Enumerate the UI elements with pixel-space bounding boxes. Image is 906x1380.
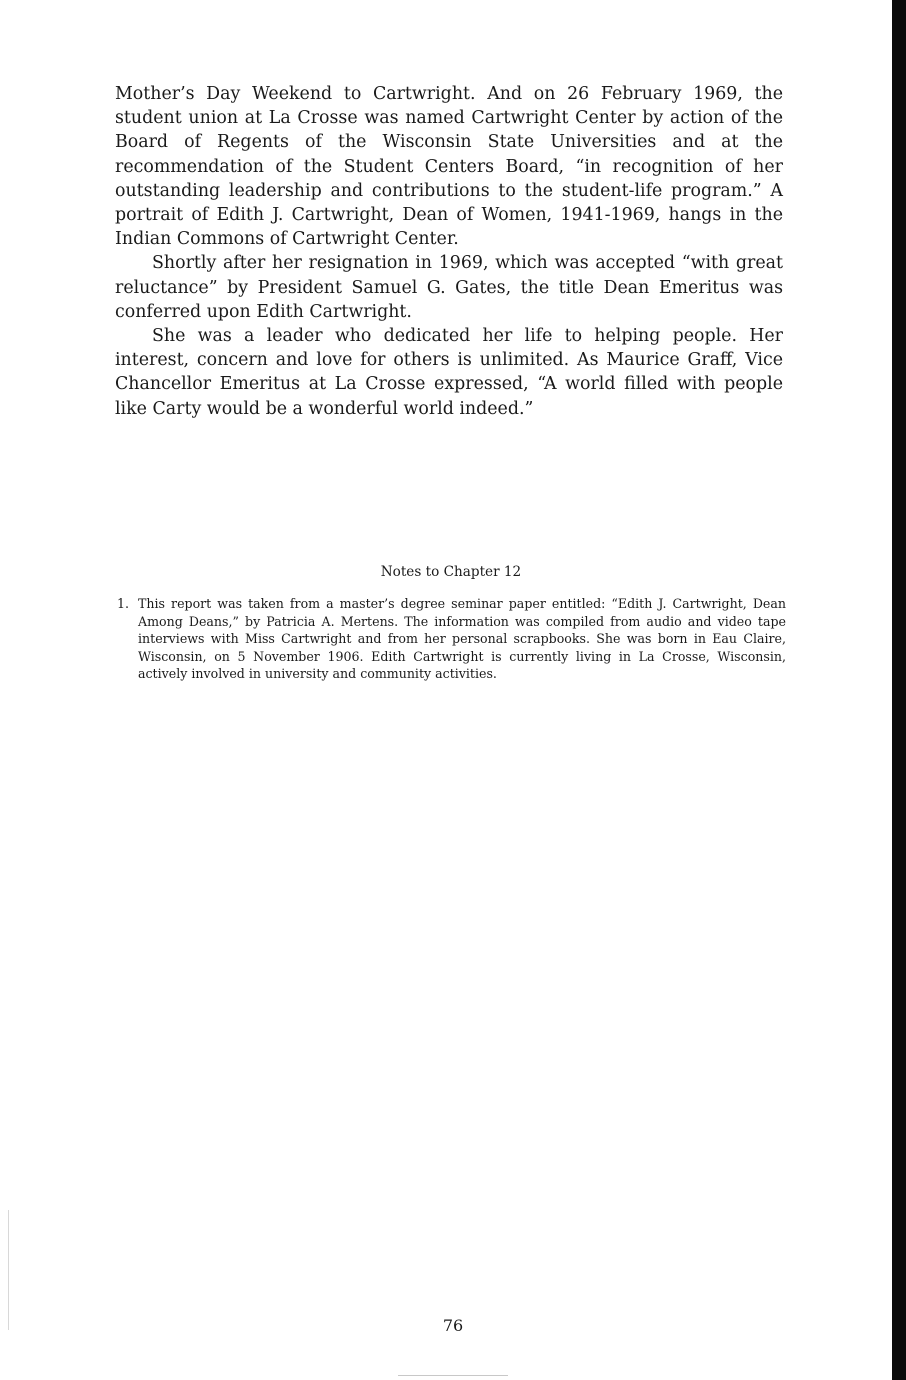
scan-artifact-line bbox=[8, 1210, 9, 1330]
body-text bbox=[115, 82, 783, 421]
body-paragraph: Shortly after her resignation in 1969, which was accepted “with great reluctance” by President Samuel G. Gates, the title Dean Emeritus was conferred upon Edith Cartwright. bbox=[115, 253, 783, 322]
body-paragraph: Mother’s Day Weekend to Cartwright. And on 26 February 1969, the student union at La Crosse was named Cartwright Center by action of the Board of Regents of the Wisconsin State Universities and at the recommendation of the Student Centers Board, “in recognition of her outstanding leadership and contributions to the student-life program.” A portrait of Edith J. Cartwright, Dean of Women, 1941-1969, hangs in the Indian Commons of Cartwright Center. bbox=[115, 84, 783, 250]
footnote bbox=[117, 595, 786, 683]
notes-heading: Notes to Chapter 12 bbox=[380, 564, 522, 580]
page-number: 76 bbox=[442, 1316, 464, 1335]
scan-artifact-line bbox=[398, 1375, 508, 1376]
scan-page-edge bbox=[892, 0, 906, 1380]
footnote-text: This report was taken from a master’s degree seminar paper entitled: “Edith J. Cartwright, Dean Among Deans,” by Patricia A. Mertens. The information was compiled from audio and video tape interviews with Miss Cartwright and from her personal scrapbooks. She was born in Eau Claire, Wisconsin, on 5 November 1906. Edith Cartwright is currently living in La Crosse, Wisconsin, actively involved in university and community activities. bbox=[138, 596, 786, 682]
footnote-number: 1. bbox=[117, 596, 130, 611]
body-paragraph: She was a leader who dedicated her life to helping people. Her interest, concern and love for others is unlimited. As Maurice Graff, Vice Chancellor Emeritus at La Crosse expressed, “A world filled with people like Carty would be a wonderful world indeed.” bbox=[115, 326, 783, 419]
